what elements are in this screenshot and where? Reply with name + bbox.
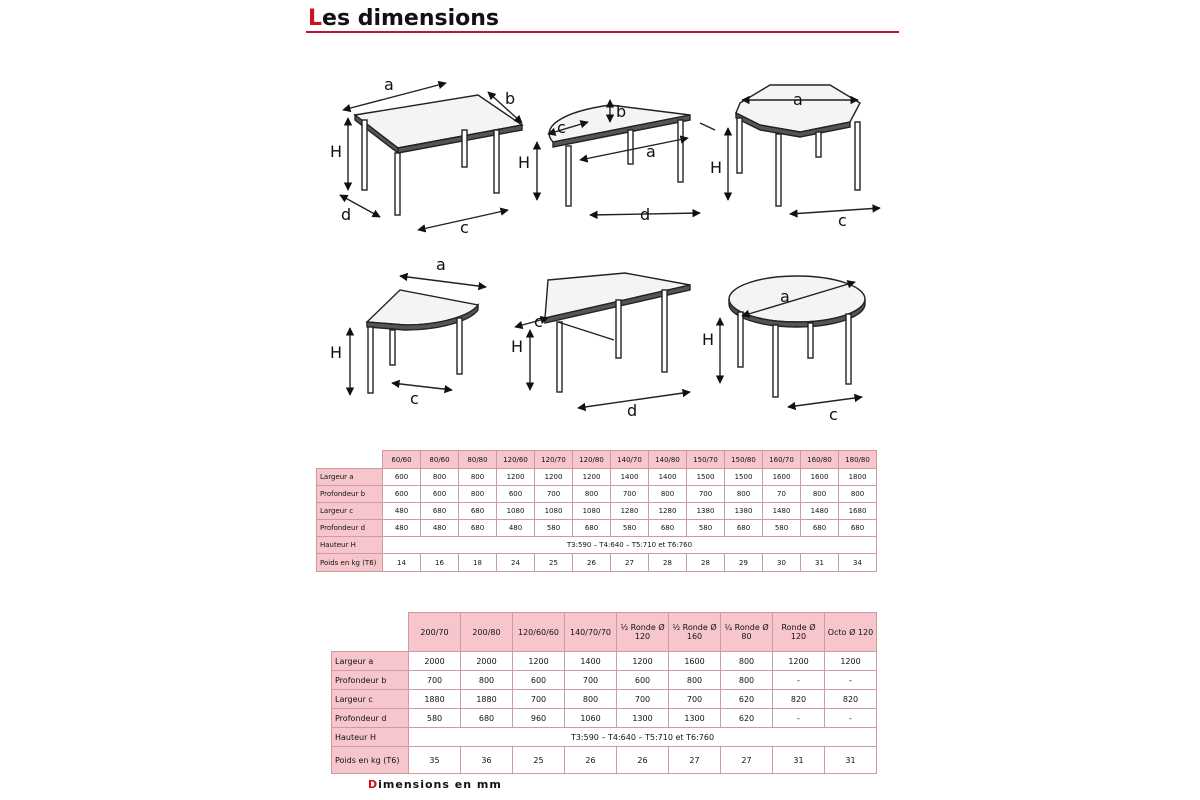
- table-cell: 800: [801, 486, 839, 503]
- table-row: [317, 503, 877, 520]
- table-cell: 620: [721, 709, 773, 728]
- table1-header-row: [317, 451, 877, 469]
- size-header: 140/70: [611, 451, 649, 469]
- table-cell: 580: [535, 520, 573, 537]
- size-header: ½ Ronde Ø 120: [617, 613, 669, 652]
- label-c-2: c: [557, 118, 566, 137]
- table-cell: 580: [611, 520, 649, 537]
- table-cell: -: [773, 709, 825, 728]
- table-cell: 1200: [825, 652, 877, 671]
- table-cell: 700: [513, 690, 565, 709]
- table-cell: 800: [461, 671, 513, 690]
- label-d-1: d: [341, 205, 352, 224]
- row-label: Largeur c: [317, 503, 383, 520]
- page-title-initial: L: [308, 6, 323, 31]
- table-cell: 14: [383, 554, 421, 572]
- table-cell: 700: [565, 671, 617, 690]
- table-cell: 1200: [773, 652, 825, 671]
- table-cell: 600: [617, 671, 669, 690]
- size-header: 200/70: [409, 613, 461, 652]
- units-footnote: [368, 778, 502, 791]
- table-cell: 26: [573, 554, 611, 572]
- label-H-3: H: [710, 158, 723, 177]
- table-cell: 800: [839, 486, 877, 503]
- table-cell: 800: [573, 486, 611, 503]
- table-cell: 800: [565, 690, 617, 709]
- table-row: [332, 652, 877, 671]
- table-cell: 1480: [763, 503, 801, 520]
- octo-table-drawing: [728, 85, 880, 214]
- row-label: Hauteur H: [317, 537, 383, 554]
- table-cell: 1880: [409, 690, 461, 709]
- table-cell: 24: [497, 554, 535, 572]
- table-cell: 680: [649, 520, 687, 537]
- row-label: Profondeur d: [317, 520, 383, 537]
- table-cell: 600: [497, 486, 535, 503]
- table-cell: 680: [459, 520, 497, 537]
- table-cell: 600: [383, 486, 421, 503]
- size-header: 200/80: [461, 613, 513, 652]
- table-cell: 2000: [461, 652, 513, 671]
- table-cell: 1380: [725, 503, 763, 520]
- table-cell: 680: [459, 503, 497, 520]
- label-c-1: c: [460, 218, 469, 237]
- table-cell: 36: [461, 747, 513, 774]
- table-cell: 1280: [611, 503, 649, 520]
- table-cell: 680: [839, 520, 877, 537]
- table-cell: 1200: [497, 469, 535, 486]
- table-cell: 480: [421, 520, 459, 537]
- label-H-5: H: [511, 337, 524, 356]
- table-row: [332, 709, 877, 728]
- height-values: T3:590 – T4:640 – T5:710 et T6:760: [409, 728, 877, 747]
- size-header: 150/70: [687, 451, 725, 469]
- table-cell: 1060: [565, 709, 617, 728]
- table-cell: 800: [721, 671, 773, 690]
- table-cell: 28: [649, 554, 687, 572]
- table-cell: 1600: [669, 652, 721, 671]
- table-cell: 580: [409, 709, 461, 728]
- label-H-1: H: [330, 142, 343, 161]
- table-cell: 700: [535, 486, 573, 503]
- table-cell: 800: [725, 486, 763, 503]
- size-header: 80/60: [421, 451, 459, 469]
- table-cell: 1880: [461, 690, 513, 709]
- table-cell: 680: [801, 520, 839, 537]
- table-cell: -: [825, 671, 877, 690]
- table-cell: 700: [687, 486, 725, 503]
- row-label: Largeur a: [332, 652, 409, 671]
- table-cell: 1380: [687, 503, 725, 520]
- size-header: 160/80: [801, 451, 839, 469]
- trapezoid-table-drawing: [515, 273, 690, 408]
- table-cell: 2000: [409, 652, 461, 671]
- table-cell: 1600: [801, 469, 839, 486]
- size-header: ¼ Ronde Ø 80: [721, 613, 773, 652]
- table-cell: 30: [763, 554, 801, 572]
- table-cell: 16: [421, 554, 459, 572]
- label-b-2: b: [616, 102, 627, 121]
- table-cell: 35: [409, 747, 461, 774]
- table-row: [332, 728, 877, 747]
- table-cell: 29: [725, 554, 763, 572]
- table-cell: 1200: [617, 652, 669, 671]
- height-values: T3:590 – T4:640 – T5:710 et T6:760: [383, 537, 877, 554]
- table-cell: -: [825, 709, 877, 728]
- table-cell: 1080: [573, 503, 611, 520]
- table-cell: 800: [459, 486, 497, 503]
- table-cell: 1680: [839, 503, 877, 520]
- table-cell: 800: [421, 469, 459, 486]
- table-cell: 1080: [497, 503, 535, 520]
- table-cell: 1400: [649, 469, 687, 486]
- table-cell: 620: [721, 690, 773, 709]
- table-cell: 800: [721, 652, 773, 671]
- row-label: Profondeur b: [332, 671, 409, 690]
- table-cell: 31: [801, 554, 839, 572]
- page-title-text: es dimensions: [322, 6, 500, 31]
- table-cell: 580: [763, 520, 801, 537]
- label-c-5: c: [534, 312, 543, 331]
- table-row: [317, 486, 877, 503]
- footnote-text: imensions en mm: [378, 778, 502, 791]
- table-cell: 700: [669, 690, 721, 709]
- table-cell: 680: [461, 709, 513, 728]
- table-cell: 480: [383, 503, 421, 520]
- row-label: Hauteur H: [332, 728, 409, 747]
- table-row: [332, 671, 877, 690]
- table-cell: 600: [383, 469, 421, 486]
- table-cell: 1400: [565, 652, 617, 671]
- table-cell: 820: [773, 690, 825, 709]
- table-cell: 680: [421, 503, 459, 520]
- table-cell: 960: [513, 709, 565, 728]
- table-row: [317, 469, 877, 486]
- label-d-5: d: [627, 401, 638, 420]
- table-cell: 680: [725, 520, 763, 537]
- label-a-2: a: [646, 142, 656, 161]
- table-cell: 700: [617, 690, 669, 709]
- label-a-6: a: [780, 287, 790, 306]
- label-a-1: a: [384, 75, 394, 94]
- table-cell: 31: [825, 747, 877, 774]
- table-cell: 600: [513, 671, 565, 690]
- rect-table-drawing: [340, 83, 522, 230]
- table-cell: 31: [773, 747, 825, 774]
- label-H-2: H: [518, 153, 531, 172]
- table-cell: 1500: [687, 469, 725, 486]
- label-d-2: d: [640, 205, 651, 224]
- table-row: [332, 690, 877, 709]
- label-H-4: H: [330, 343, 343, 362]
- size-header: Ronde Ø 120: [773, 613, 825, 652]
- table-cell: -: [773, 671, 825, 690]
- row-label: Profondeur d: [332, 709, 409, 728]
- table-cell: 680: [573, 520, 611, 537]
- table-cell: 1280: [649, 503, 687, 520]
- table-cell: 27: [669, 747, 721, 774]
- row-label: Largeur c: [332, 690, 409, 709]
- size-header: 120/80: [573, 451, 611, 469]
- round-table-drawing: [720, 276, 865, 407]
- table-cell: 1200: [513, 652, 565, 671]
- footnote-initial: D: [368, 778, 379, 791]
- label-a-4: a: [436, 255, 446, 274]
- table-cell: 1200: [573, 469, 611, 486]
- label-a-3: a: [793, 90, 803, 109]
- label-c-3: c: [838, 211, 847, 230]
- table-row: [317, 520, 877, 537]
- table-cell: 1600: [763, 469, 801, 486]
- table-cell: 26: [565, 747, 617, 774]
- table-row: [317, 554, 877, 572]
- table-cell: 1500: [725, 469, 763, 486]
- label-c-4: c: [410, 389, 419, 408]
- size-header: 60/60: [383, 451, 421, 469]
- table-cell: 18: [459, 554, 497, 572]
- table-cell: 34: [839, 554, 877, 572]
- table-cell: 1300: [669, 709, 721, 728]
- table-row: [317, 537, 877, 554]
- label-b-1: b: [505, 89, 516, 108]
- table2-header-row: [332, 613, 877, 652]
- table-cell: 700: [611, 486, 649, 503]
- table-cell: 800: [669, 671, 721, 690]
- table-cell: 1200: [535, 469, 573, 486]
- size-header: ½ Ronde Ø 160: [669, 613, 721, 652]
- table-cell: 1400: [611, 469, 649, 486]
- dimensions-table-2: [331, 612, 877, 774]
- table-cell: 580: [687, 520, 725, 537]
- size-header: 140/80: [649, 451, 687, 469]
- table-cell: 25: [513, 747, 565, 774]
- label-c-6: c: [829, 405, 838, 424]
- label-H-6: H: [702, 330, 715, 349]
- row-label: Largeur a: [317, 469, 383, 486]
- size-header: 160/70: [763, 451, 801, 469]
- row-label: Poids en kg (T6): [332, 747, 409, 774]
- table-cell: 800: [649, 486, 687, 503]
- table-cell: 27: [721, 747, 773, 774]
- table-cell: 25: [535, 554, 573, 572]
- table-cell: 1480: [801, 503, 839, 520]
- size-header: 120/70: [535, 451, 573, 469]
- size-header: 140/70/70: [565, 613, 617, 652]
- size-header: 120/60: [497, 451, 535, 469]
- table-cell: 600: [421, 486, 459, 503]
- table-cell: 800: [459, 469, 497, 486]
- table-cell: 480: [497, 520, 535, 537]
- table-cell: 480: [383, 520, 421, 537]
- table-cell: 26: [617, 747, 669, 774]
- quarter-round-table-drawing: [350, 276, 486, 395]
- size-header: 150/80: [725, 451, 763, 469]
- table-cell: 28: [687, 554, 725, 572]
- size-header: 120/60/60: [513, 613, 565, 652]
- table-cell: 820: [825, 690, 877, 709]
- size-header: 80/80: [459, 451, 497, 469]
- table-cell: 1800: [839, 469, 877, 486]
- table-cell: 27: [611, 554, 649, 572]
- row-label: Profondeur b: [317, 486, 383, 503]
- table-cell: 1080: [535, 503, 573, 520]
- size-header: 180/80: [839, 451, 877, 469]
- table-cell: 70: [763, 486, 801, 503]
- size-header: Octo Ø 120: [825, 613, 877, 652]
- table-cell: 1300: [617, 709, 669, 728]
- table-row: [332, 747, 877, 774]
- dimensions-table-1: [316, 450, 877, 572]
- row-label: Poids en kg (T6): [317, 554, 383, 572]
- table-cell: 700: [409, 671, 461, 690]
